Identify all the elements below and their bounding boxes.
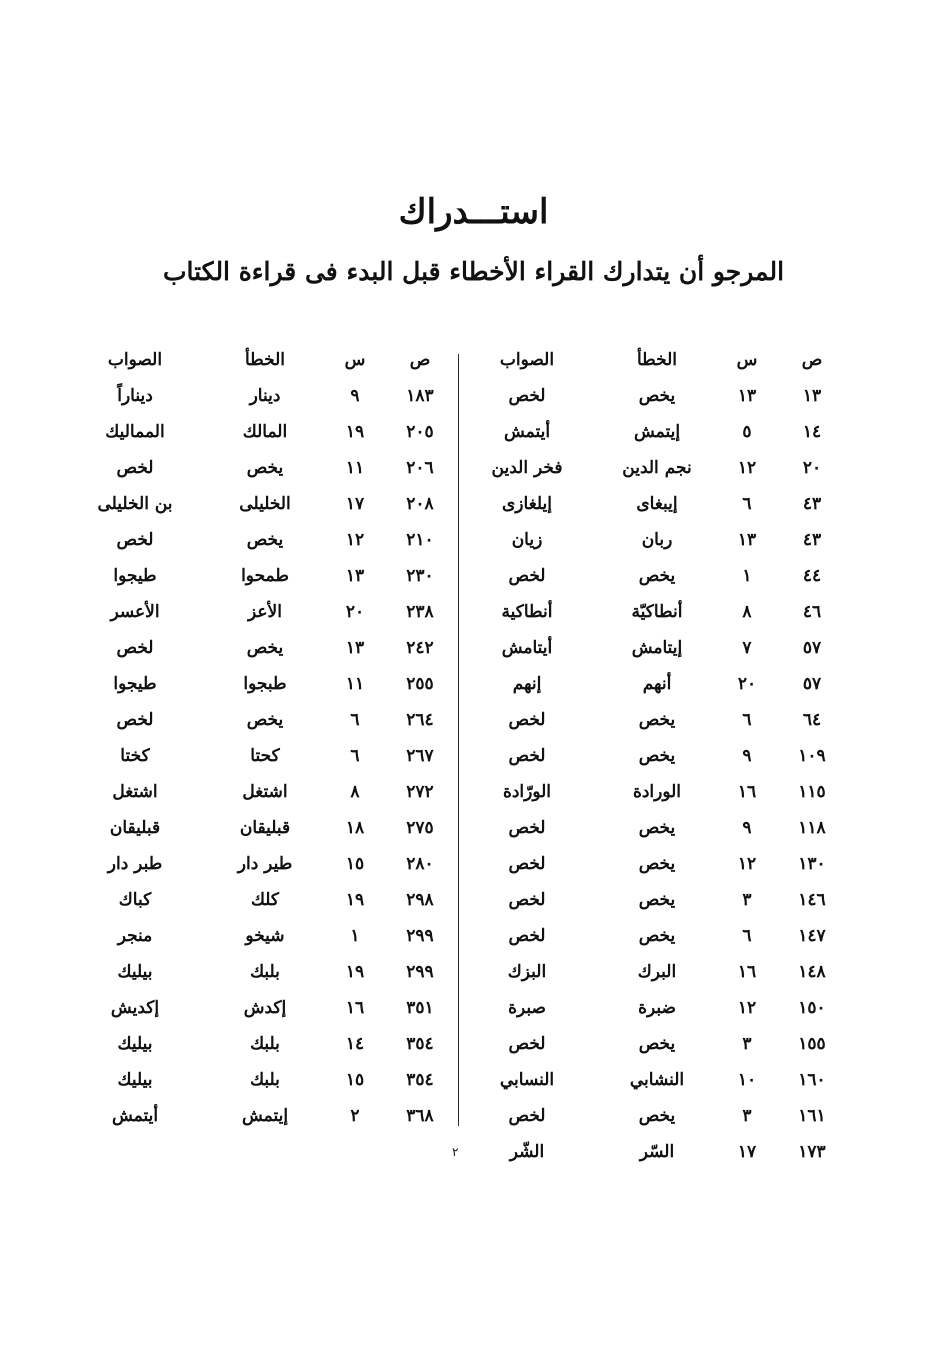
page-number-cell: ٢٤٢ bbox=[406, 638, 434, 658]
line-number-cell: ١٢ bbox=[737, 998, 757, 1018]
line-number-cell: ٣ bbox=[742, 890, 752, 910]
table-row bbox=[462, 488, 842, 524]
error-cell: الخليلى bbox=[239, 494, 291, 514]
page-number-cell: ٦٤ bbox=[802, 710, 822, 730]
page-number-cell: ٢٥٥ bbox=[406, 674, 434, 694]
correction-cell: لخص bbox=[116, 710, 154, 730]
error-cell: أنطاكيّة bbox=[631, 602, 683, 622]
line-number-cell: ١٧ bbox=[737, 1142, 757, 1162]
page-number: ٢ bbox=[452, 1145, 459, 1159]
error-cell: دينار bbox=[249, 386, 281, 406]
correction-cell: كباك bbox=[118, 890, 152, 910]
page-number-cell: ١٣ bbox=[802, 386, 822, 406]
line-number-cell: ١٢ bbox=[737, 854, 757, 874]
page-number-cell: ٢٩٩ bbox=[406, 926, 434, 946]
table-row bbox=[70, 560, 450, 596]
page-number-cell: ٣٥٤ bbox=[406, 1070, 434, 1090]
page-number-cell: ٤٣ bbox=[802, 530, 822, 550]
error-cell: يخص bbox=[638, 746, 676, 766]
correction-cell: لخص bbox=[508, 1034, 546, 1054]
line-number-cell: ٩ bbox=[742, 818, 752, 838]
page-number-cell: ٤٣ bbox=[802, 494, 822, 514]
correction-cell: لخص bbox=[508, 1106, 546, 1126]
table-row bbox=[462, 632, 842, 668]
correction-cell: لخص bbox=[116, 458, 154, 478]
correction-cell: إنهم bbox=[512, 674, 542, 694]
line-number-cell: ١٠ bbox=[737, 1070, 757, 1090]
page-number-cell: ٥٧ bbox=[802, 638, 822, 658]
table-row bbox=[462, 992, 842, 1028]
table-row bbox=[70, 920, 450, 956]
table-row bbox=[462, 596, 842, 632]
correction-cell: اشتغل bbox=[112, 782, 158, 802]
page-number-cell: ١٣٠ bbox=[798, 854, 826, 874]
correction-cell: إيلغازى bbox=[502, 494, 552, 514]
error-cell: أنهم bbox=[642, 674, 672, 694]
table-row bbox=[462, 1064, 842, 1100]
table-row bbox=[462, 452, 842, 488]
error-cell: الأعز bbox=[248, 602, 282, 622]
table-row bbox=[70, 596, 450, 632]
page-number-cell: ٢٠٦ bbox=[406, 458, 434, 478]
header-error: الخطأ bbox=[636, 350, 677, 370]
table-row bbox=[70, 668, 450, 704]
line-number-cell: ١٦ bbox=[345, 998, 365, 1018]
correction-cell: صبرة bbox=[508, 998, 546, 1018]
correction-cell: بيليك bbox=[117, 962, 153, 982]
line-number-cell: ٨ bbox=[742, 602, 752, 622]
line-number-cell: ٢٠ bbox=[345, 602, 365, 622]
line-number-cell: ٣ bbox=[742, 1034, 752, 1054]
page-number-cell: ٢٨٠ bbox=[406, 854, 434, 874]
correction-cell: بن الخليلى bbox=[97, 494, 173, 514]
table-header-row bbox=[70, 344, 450, 380]
line-number-cell: ٦ bbox=[742, 494, 752, 514]
error-cell: إيتامش bbox=[631, 638, 683, 658]
error-cell: كلك bbox=[250, 890, 280, 910]
page-number-cell: ٢٠ bbox=[802, 458, 822, 478]
table-row bbox=[462, 740, 842, 776]
error-cell: المالك bbox=[242, 422, 288, 442]
error-cell: يخص bbox=[246, 638, 284, 658]
correction-cell: لخص bbox=[508, 854, 546, 874]
table-row bbox=[70, 956, 450, 992]
page-number-cell: ٢٧٢ bbox=[406, 782, 434, 802]
correction-cell: إكديش bbox=[110, 998, 160, 1018]
line-number-cell: ٦ bbox=[742, 710, 752, 730]
line-number-cell: ٩ bbox=[742, 746, 752, 766]
table-row bbox=[70, 884, 450, 920]
header-correction: الصواب bbox=[107, 350, 163, 370]
error-cell: كحتا bbox=[250, 746, 280, 766]
correction-cell: لخص bbox=[508, 818, 546, 838]
correction-cell: لخص bbox=[508, 890, 546, 910]
header-correction: الصواب bbox=[499, 350, 555, 370]
table-row bbox=[70, 992, 450, 1028]
page-number-cell: ٢٦٤ bbox=[406, 710, 434, 730]
error-cell: نجم الدين bbox=[622, 458, 692, 478]
error-cell: بلبك bbox=[250, 1070, 280, 1090]
page-number-cell: ١٤٦ bbox=[798, 890, 826, 910]
correction-cell: لخص bbox=[116, 638, 154, 658]
correction-cell: ديناراً bbox=[117, 386, 153, 406]
table-row bbox=[70, 1100, 450, 1136]
correction-cell: لخص bbox=[508, 710, 546, 730]
page-number-cell: ٢٣٨ bbox=[406, 602, 434, 622]
correction-cell: زيان bbox=[511, 530, 543, 550]
table-row bbox=[462, 704, 842, 740]
page-number-cell: ١٨٣ bbox=[406, 386, 434, 406]
table-row bbox=[462, 416, 842, 452]
page-number-cell: ٢٣٠ bbox=[406, 566, 434, 586]
column-divider bbox=[458, 354, 459, 1126]
table-row bbox=[70, 1064, 450, 1100]
line-number-cell: ٦ bbox=[742, 926, 752, 946]
error-cell: يخص bbox=[246, 458, 284, 478]
error-cell: يخص bbox=[638, 854, 676, 874]
error-cell: اشتغل bbox=[242, 782, 288, 802]
correction-cell: الأعسر bbox=[110, 602, 160, 622]
header-line: س bbox=[344, 350, 366, 370]
line-number-cell: ١٣ bbox=[737, 530, 757, 550]
error-cell: ضبرة bbox=[638, 998, 676, 1018]
line-number-cell: ١١ bbox=[345, 674, 365, 694]
error-cell: يخص bbox=[638, 926, 676, 946]
table-row bbox=[462, 776, 842, 812]
errata-table-right bbox=[462, 344, 842, 1172]
page-number-cell: ٥٧ bbox=[802, 674, 822, 694]
page-number-cell: ١٧٣ bbox=[798, 1142, 826, 1162]
error-cell: طمحوا bbox=[241, 566, 289, 586]
error-cell: البرك bbox=[637, 962, 677, 982]
line-number-cell: ٢ bbox=[350, 1106, 360, 1126]
line-number-cell: ١٨ bbox=[345, 818, 365, 838]
table-row bbox=[462, 920, 842, 956]
page-number-cell: ١٦٠ bbox=[798, 1070, 826, 1090]
correction-cell: بيليك bbox=[117, 1070, 153, 1090]
error-cell: يخص bbox=[638, 890, 676, 910]
line-number-cell: ٩ bbox=[350, 386, 360, 406]
header-error: الخطأ bbox=[244, 350, 285, 370]
page-number-cell: ٢٩٨ bbox=[406, 890, 434, 910]
line-number-cell: ٣ bbox=[742, 1106, 752, 1126]
correction-cell: قبليقان bbox=[109, 818, 161, 838]
line-number-cell: ٧ bbox=[742, 638, 752, 658]
correction-cell: بيليك bbox=[117, 1034, 153, 1054]
page-number-cell: ١١٥ bbox=[798, 782, 826, 802]
table-row bbox=[462, 560, 842, 596]
correction-cell: الشّر bbox=[509, 1142, 545, 1162]
error-cell: بلبك bbox=[250, 1034, 280, 1054]
line-number-cell: ١٢ bbox=[345, 530, 365, 550]
error-cell: شيخو bbox=[245, 926, 285, 946]
line-number-cell: ١٦ bbox=[737, 962, 757, 982]
error-cell: الورادة bbox=[632, 782, 682, 802]
page-number-cell: ٣٥٤ bbox=[406, 1034, 434, 1054]
table-row bbox=[70, 812, 450, 848]
line-number-cell: ٦ bbox=[350, 710, 360, 730]
table-row bbox=[462, 848, 842, 884]
line-number-cell: ٨ bbox=[350, 782, 360, 802]
table-row bbox=[462, 1028, 842, 1064]
correction-cell: الورّادة bbox=[502, 782, 552, 802]
line-number-cell: ١٦ bbox=[737, 782, 757, 802]
error-cell: يخص bbox=[638, 566, 676, 586]
page-number-cell: ٢٠٨ bbox=[406, 494, 434, 514]
table-row bbox=[462, 1100, 842, 1136]
correction-cell: البزك bbox=[507, 962, 547, 982]
table-row bbox=[462, 884, 842, 920]
table-row bbox=[70, 524, 450, 560]
page-number-cell: ٢٠٥ bbox=[406, 422, 434, 442]
page-number-cell: ٢٩٩ bbox=[406, 962, 434, 982]
page-number-cell: ٢٦٧ bbox=[406, 746, 434, 766]
line-number-cell: ١٩ bbox=[345, 962, 365, 982]
error-cell: يخص bbox=[638, 386, 676, 406]
errata-table-left bbox=[70, 344, 450, 1136]
table-row bbox=[70, 452, 450, 488]
table-row bbox=[462, 380, 842, 416]
line-number-cell: ١٢ bbox=[737, 458, 757, 478]
page-number-cell: ١٤٧ bbox=[798, 926, 826, 946]
correction-cell: أيتمش bbox=[503, 422, 551, 442]
page-number-cell: ٣٦٨ bbox=[406, 1106, 434, 1126]
page-number-cell: ١٠٩ bbox=[798, 746, 826, 766]
page-title: استـــدراك bbox=[398, 192, 549, 232]
page-subtitle: المرجو أن يتدارك القراء الأخطاء قبل البدء فى قراءة الكتاب bbox=[162, 257, 785, 286]
line-number-cell: ١٧ bbox=[345, 494, 365, 514]
table-row bbox=[462, 668, 842, 704]
line-number-cell: ١٣ bbox=[345, 638, 365, 658]
correction-cell: لخص bbox=[508, 386, 546, 406]
error-cell: بلبك bbox=[250, 962, 280, 982]
error-cell: السّر bbox=[639, 1142, 675, 1162]
page-number-cell: ٢٧٥ bbox=[406, 818, 434, 838]
table-row bbox=[70, 1028, 450, 1064]
page-number-cell: ١١٨ bbox=[798, 818, 826, 838]
correction-cell: منجر bbox=[117, 926, 153, 946]
error-cell: يخص bbox=[246, 530, 284, 550]
error-cell: إيتمش bbox=[633, 422, 681, 442]
error-cell: يخص bbox=[638, 1106, 676, 1126]
table-row bbox=[70, 848, 450, 884]
correction-cell: النسابي bbox=[499, 1070, 555, 1090]
correction-cell: المماليك bbox=[105, 422, 165, 442]
correction-cell: طيجوا bbox=[113, 674, 157, 694]
header-line: س bbox=[736, 350, 758, 370]
page-number-cell: ١٤٨ bbox=[798, 962, 826, 982]
error-cell: يخص bbox=[638, 710, 676, 730]
table-row bbox=[462, 956, 842, 992]
table-row bbox=[462, 812, 842, 848]
header-page: ص bbox=[409, 350, 431, 370]
line-number-cell: ٢٠ bbox=[737, 674, 757, 694]
table-row bbox=[70, 704, 450, 740]
table-row bbox=[70, 416, 450, 452]
line-number-cell: ١٣ bbox=[737, 386, 757, 406]
table-row bbox=[462, 524, 842, 560]
correction-cell: فخر الدين bbox=[491, 458, 563, 478]
page-number-cell: ١٦١ bbox=[798, 1106, 826, 1126]
correction-cell: لخص bbox=[508, 746, 546, 766]
line-number-cell: ١٣ bbox=[345, 566, 365, 586]
header-page: ص bbox=[801, 350, 823, 370]
correction-cell: لخص bbox=[116, 530, 154, 550]
table-row bbox=[70, 488, 450, 524]
line-number-cell: ٦ bbox=[350, 746, 360, 766]
table-row bbox=[70, 740, 450, 776]
line-number-cell: ١٩ bbox=[345, 890, 365, 910]
line-number-cell: ١ bbox=[350, 926, 360, 946]
error-cell: ربان bbox=[641, 530, 673, 550]
correction-cell: أيتامش bbox=[501, 638, 553, 658]
line-number-cell: ١ bbox=[742, 566, 752, 586]
correction-cell: طبر دار bbox=[107, 854, 163, 874]
page-number-cell: ٤٤ bbox=[802, 566, 822, 586]
line-number-cell: ١٤ bbox=[345, 1034, 365, 1054]
error-cell: قبليقان bbox=[239, 818, 291, 838]
table-row bbox=[462, 1136, 842, 1172]
line-number-cell: ٥ bbox=[742, 422, 752, 442]
correction-cell: كختا bbox=[120, 746, 150, 766]
error-cell: إيبغاى bbox=[636, 494, 678, 514]
error-cell: يخص bbox=[638, 818, 676, 838]
table-row bbox=[70, 776, 450, 812]
table-row bbox=[70, 380, 450, 416]
correction-cell: لخص bbox=[508, 566, 546, 586]
page-number-cell: ١٤ bbox=[802, 422, 822, 442]
correction-cell: طيجوا bbox=[113, 566, 157, 586]
line-number-cell: ١٥ bbox=[345, 1070, 365, 1090]
error-cell: يخص bbox=[246, 710, 284, 730]
error-cell: النشابي bbox=[629, 1070, 685, 1090]
line-number-cell: ١١ bbox=[345, 458, 365, 478]
table-row bbox=[70, 632, 450, 668]
error-cell: إكدش bbox=[243, 998, 287, 1018]
page-number-cell: ١٥٥ bbox=[798, 1034, 826, 1054]
line-number-cell: ١٩ bbox=[345, 422, 365, 442]
correction-cell: أنطاكية bbox=[501, 602, 553, 622]
page-number-cell: ٤٦ bbox=[802, 602, 822, 622]
correction-cell: لخص bbox=[508, 926, 546, 946]
table-header-row bbox=[462, 344, 842, 380]
page-number-cell: ٢١٠ bbox=[406, 530, 434, 550]
page-number-cell: ٣٥١ bbox=[406, 998, 434, 1018]
error-cell: يخص bbox=[638, 1034, 676, 1054]
line-number-cell: ١٥ bbox=[345, 854, 365, 874]
correction-cell: أيتمش bbox=[111, 1106, 159, 1126]
page-number-cell: ١٥٠ bbox=[798, 998, 826, 1018]
error-cell: طير دار bbox=[237, 854, 293, 874]
error-cell: طبجوا bbox=[243, 674, 287, 694]
error-cell: إيتمش bbox=[241, 1106, 289, 1126]
